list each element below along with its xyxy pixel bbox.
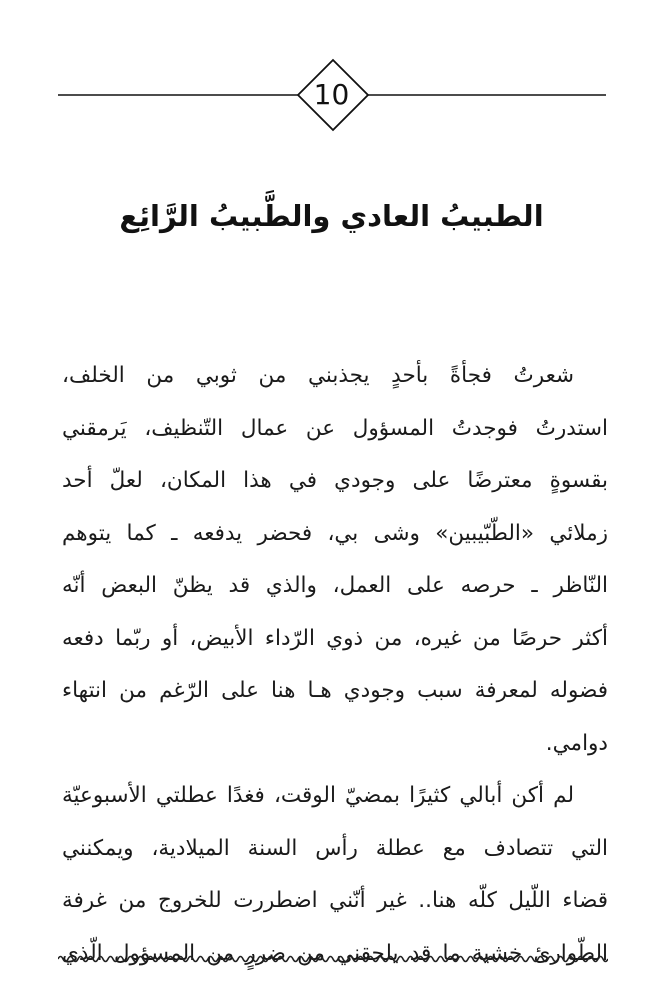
paragraph-2-line-4: الطّوارئ خشية ما قد يلحقني من ضررٍ من المسؤول الّذي bbox=[62, 940, 608, 966]
paragraph-1-line-7: فضوله لمعرفة سبب وجودي هـا هنا على الرّغم من انتهاء bbox=[62, 678, 608, 703]
paragraph-1-line-3: بقسوةٍ معترضًا على وجودي في هذا المكان، لعلّ أحد bbox=[62, 468, 608, 493]
chapter-header bbox=[0, 0, 663, 200]
body-text bbox=[62, 350, 608, 980]
bottom-wavy-rule bbox=[58, 951, 608, 967]
paragraph-1-line-8: دوامي. bbox=[545, 730, 608, 756]
paragraph-1-line-2: استدرتُ فوجدتُ المسؤول عن عمال التّنظيف، يَرمقني bbox=[62, 415, 608, 441]
paragraph-2-line-3: قضاء اللّيل كلّه هنا.. غير أنّني اضطررت للخروج من غرفة bbox=[62, 888, 608, 913]
chapter-number: 10 bbox=[313, 78, 350, 111]
paragraph-2-line-1: لم أكن أبالي كثيرًا بمضيّ الوقت، فغدًا عطلتي الأسبوعيّة bbox=[62, 783, 574, 808]
chapter-title: الطبيبُ العادي والطَّبيبُ الرَّائِع bbox=[119, 199, 544, 233]
paragraph-1-line-6: أكثر حرصًا من غيره، من ذوي الرّداء الأبيض، أو ربّما دفعه bbox=[62, 625, 608, 651]
paragraph-2-line-2: التي تتصادف مع عطلة رأس السنة الميلادية، ويمكنني bbox=[62, 835, 608, 861]
paragraph-1-line-4: زملائي «الطّبّيبين» وشى بي، فحضر يدفعه ـ كما يتوهم bbox=[62, 520, 608, 546]
paragraph-1-line-5: النّاظر ـ حرصه على العمل، والذي قد يظنّ البعض أنّه bbox=[62, 573, 608, 598]
paragraph-1-line-1: شعرتُ فجأةً بأحدٍ يجذبني من ثوبي من الخلف، bbox=[62, 363, 574, 388]
